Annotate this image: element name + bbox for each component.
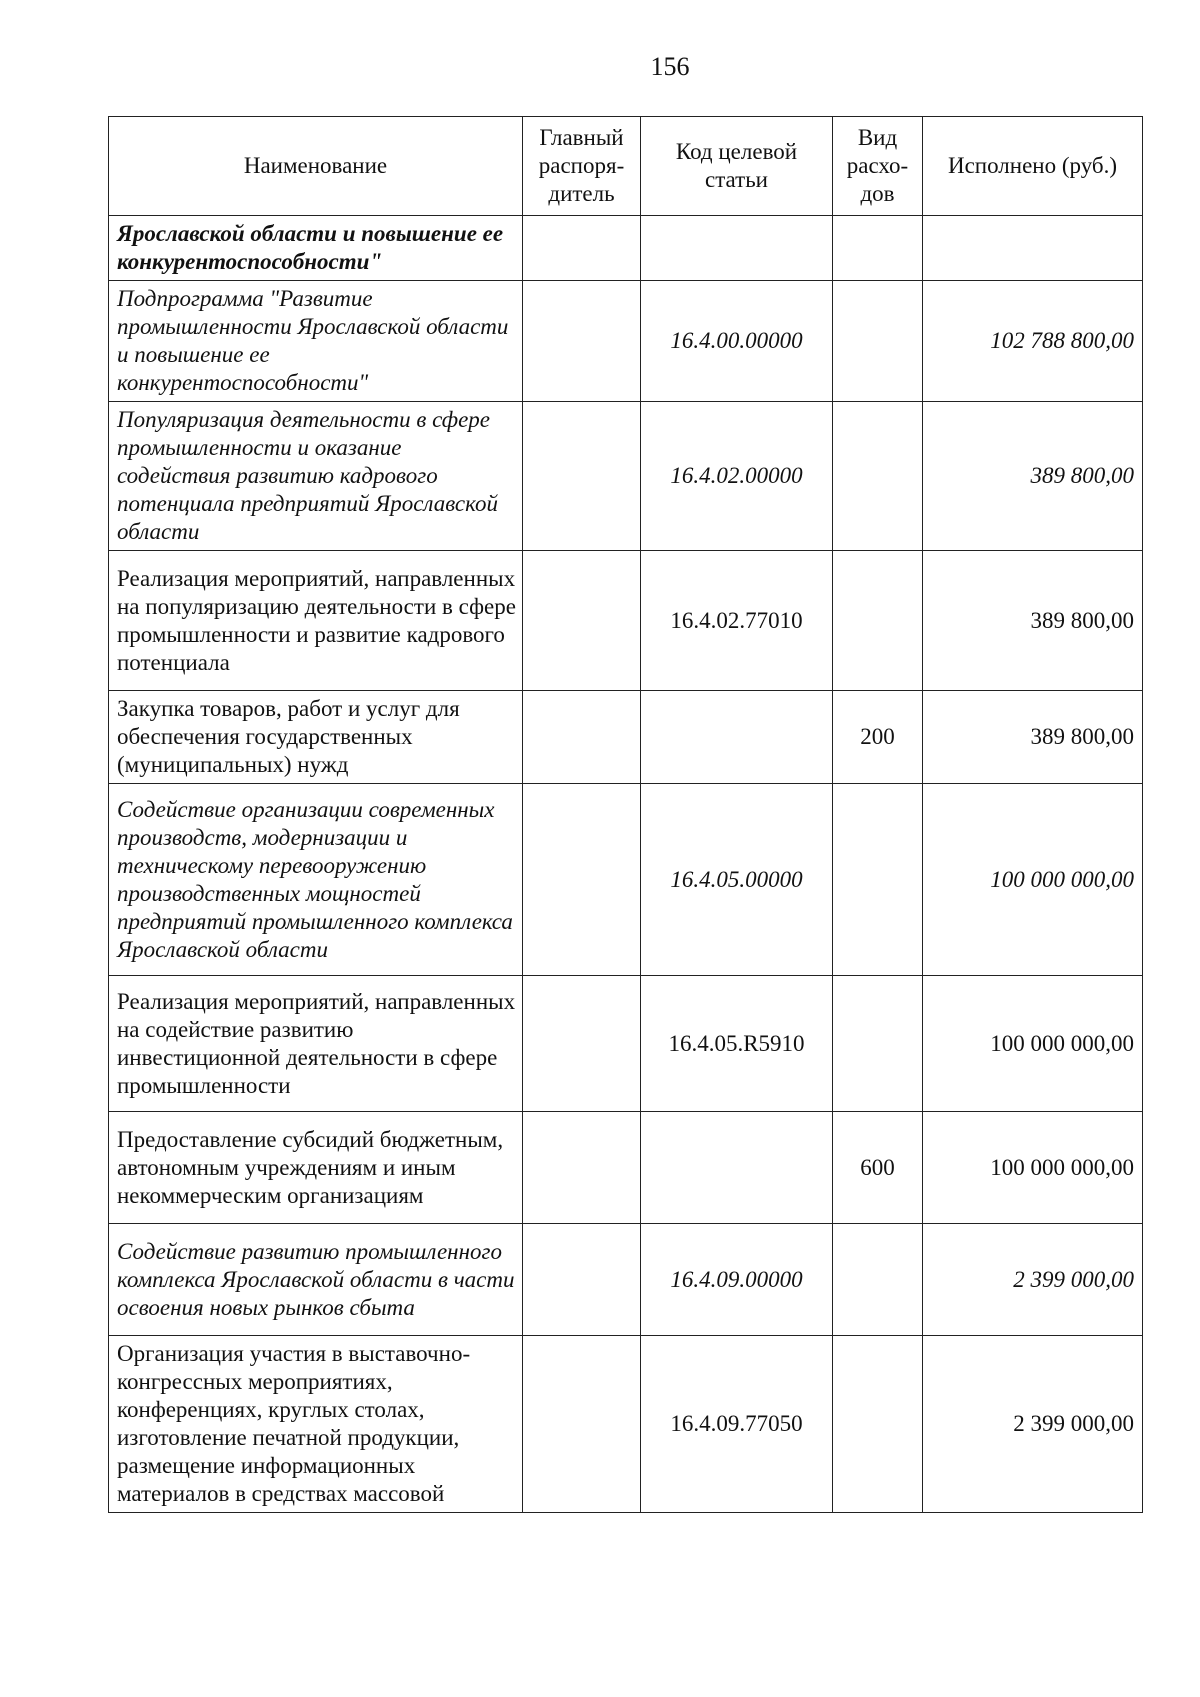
cell-executed: 389 800,00 (923, 691, 1143, 784)
cell-target-code: 16.4.05.R5910 (641, 976, 833, 1112)
table-row (109, 784, 1143, 976)
cell-name: Содействие организации современных производств, модернизации и техническому перевооружению производственных мощностей предприятий промышленного комплекса Ярославской области (109, 784, 523, 976)
cell-main-manager (523, 551, 641, 691)
cell-main-manager (523, 976, 641, 1112)
cell-name: Ярославской области и повышение ее конкурентоспособности" (109, 216, 523, 281)
cell-target-code: 16.4.05.00000 (641, 784, 833, 976)
cell-name: Предоставление субсидий бюджетным, автономным учреждениям и иным некоммерческим организациям (109, 1112, 523, 1224)
cell-target-code: 16.4.02.00000 (641, 402, 833, 551)
table-row (109, 1336, 1143, 1513)
cell-name: Популяризация деятельности в сфере промышленности и оказание содействия развитию кадрового потенциала предприятий Ярославской области (109, 402, 523, 551)
cell-main-manager (523, 691, 641, 784)
cell-expense-type: 600 (833, 1112, 923, 1224)
cell-target-code: 16.4.09.77050 (641, 1336, 833, 1513)
cell-main-manager (523, 402, 641, 551)
cell-executed: 389 800,00 (923, 551, 1143, 691)
table-row (109, 402, 1143, 551)
cell-expense-type (833, 784, 923, 976)
table-row (109, 551, 1143, 691)
header-name: Наименование (109, 117, 523, 216)
table-header-row (109, 117, 1143, 216)
cell-target-code: 16.4.02.77010 (641, 551, 833, 691)
cell-target-code (641, 1112, 833, 1224)
cell-name: Реализация мероприятий, направленных на содействие развитию инвестиционной деятельности в сфере промышленности (109, 976, 523, 1112)
cell-name: Закупка товаров, работ и услуг для обеспечения государственных (муниципальных) нужд (109, 691, 523, 784)
cell-executed: 100 000 000,00 (923, 1112, 1143, 1224)
cell-name: Организация участия в выставочно-конгрессных мероприятиях, конференциях, круглых столах, изготовление печатной продукции, размещение информационных материалов в средствах массовой (109, 1336, 523, 1513)
cell-expense-type (833, 1336, 923, 1513)
cell-executed: 389 800,00 (923, 402, 1143, 551)
budget-table (108, 116, 1143, 1513)
cell-main-manager (523, 1224, 641, 1336)
cell-main-manager (523, 1336, 641, 1513)
cell-target-code (641, 691, 833, 784)
cell-executed: 102 788 800,00 (923, 281, 1143, 402)
cell-main-manager (523, 784, 641, 976)
cell-name: Подпрограмма "Развитие промышленности Ярославской области и повышение ее конкурентоспособности" (109, 281, 523, 402)
table-row (109, 1224, 1143, 1336)
cell-expense-type (833, 1224, 923, 1336)
cell-executed: 100 000 000,00 (923, 976, 1143, 1112)
cell-executed: 2 399 000,00 (923, 1336, 1143, 1513)
cell-executed: 2 399 000,00 (923, 1224, 1143, 1336)
cell-expense-type (833, 216, 923, 281)
cell-executed (923, 216, 1143, 281)
cell-expense-type (833, 281, 923, 402)
table-row (109, 1112, 1143, 1224)
header-main-manager: Главный распоря-дитель (523, 117, 641, 216)
cell-expense-type: 200 (833, 691, 923, 784)
cell-main-manager (523, 216, 641, 281)
cell-target-code: 16.4.09.00000 (641, 1224, 833, 1336)
header-expense-type: Вид расхо-дов (833, 117, 923, 216)
header-target-code: Код целевой статьи (641, 117, 833, 216)
table-row (109, 691, 1143, 784)
cell-target-code (641, 216, 833, 281)
header-executed: Исполнено (руб.) (923, 117, 1143, 216)
cell-expense-type (833, 402, 923, 551)
page-number: 156 (650, 52, 690, 81)
table-row (109, 281, 1143, 402)
table-row (109, 976, 1143, 1112)
cell-expense-type (833, 551, 923, 691)
cell-expense-type (833, 976, 923, 1112)
cell-executed: 100 000 000,00 (923, 784, 1143, 976)
cell-target-code: 16.4.00.00000 (641, 281, 833, 402)
cell-name: Реализация мероприятий, направленных на популяризацию деятельности в сфере промышленности и развитие кадрового потенциала (109, 551, 523, 691)
table-row (109, 216, 1143, 281)
cell-name: Содействие развитию промышленного комплекса Ярославской области в части освоения новых рынков сбыта (109, 1224, 523, 1336)
cell-main-manager (523, 1112, 641, 1224)
cell-main-manager (523, 281, 641, 402)
